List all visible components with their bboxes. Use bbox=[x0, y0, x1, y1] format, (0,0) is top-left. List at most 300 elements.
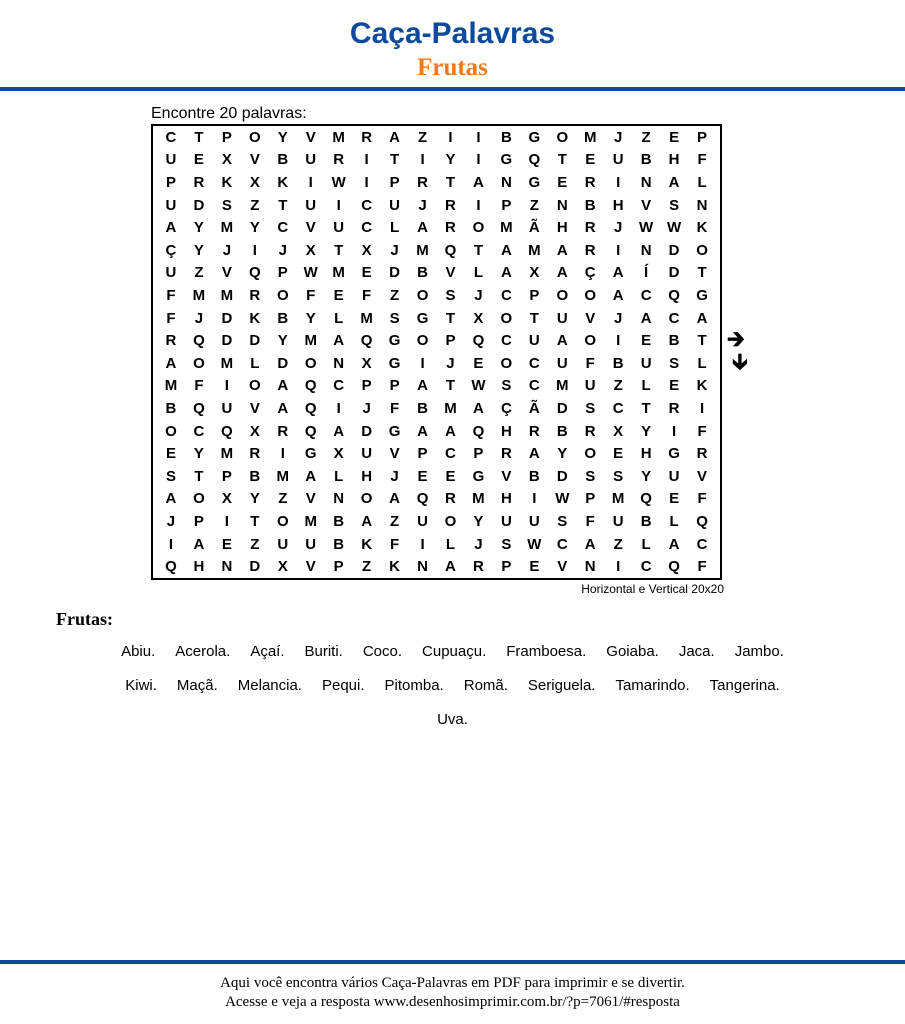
grid-letter: S bbox=[501, 535, 512, 553]
grid-letter: X bbox=[221, 151, 232, 169]
grid-letter: I bbox=[699, 399, 705, 417]
grid-letter: K bbox=[389, 558, 400, 576]
grid-letter: K bbox=[361, 535, 373, 553]
grid-letter: C bbox=[612, 399, 624, 417]
grid-letter: R bbox=[193, 173, 205, 191]
grid-letter: J bbox=[362, 399, 371, 417]
grid-letter: T bbox=[697, 332, 707, 350]
grid-letter: M bbox=[304, 332, 317, 350]
header-divider bbox=[0, 87, 905, 91]
grid-letter: T bbox=[557, 151, 567, 169]
grid-letter: Q bbox=[640, 490, 652, 508]
grid-letter: I bbox=[224, 512, 229, 530]
grid-letter: Z bbox=[613, 535, 623, 553]
grid-letter: U bbox=[668, 467, 680, 485]
grid-letter: O bbox=[696, 241, 708, 259]
grid-letter: A bbox=[472, 173, 484, 191]
grid-letter: P bbox=[165, 173, 176, 191]
grid-letter: Z bbox=[250, 535, 260, 553]
grid-letter: A bbox=[556, 264, 568, 282]
word-list-item: Tamarindo. bbox=[615, 677, 690, 694]
grid-letter: F bbox=[697, 558, 707, 576]
grid-letter: Q bbox=[668, 286, 680, 304]
word-list-item: Framboesa. bbox=[506, 643, 587, 660]
word-list-item: Acerola. bbox=[175, 643, 231, 660]
grid-letter: B bbox=[417, 399, 428, 417]
grid-letter: A bbox=[389, 128, 400, 146]
grid-letter: T bbox=[250, 512, 260, 530]
grid-letter: E bbox=[585, 151, 596, 169]
grid-letter: C bbox=[333, 377, 345, 395]
grid-letter: R bbox=[696, 445, 708, 463]
grid-letter: B bbox=[640, 512, 652, 530]
grid-letter: E bbox=[333, 286, 344, 304]
grid-letter: R bbox=[584, 422, 596, 440]
grid-letter: A bbox=[417, 422, 428, 440]
grid-letter: O bbox=[360, 490, 373, 508]
grid-letter: R bbox=[445, 196, 456, 214]
grid-letter: P bbox=[417, 445, 428, 463]
grid-letter: M bbox=[611, 490, 625, 508]
grid-letter: I bbox=[532, 490, 537, 508]
grid-letter: V bbox=[389, 445, 400, 463]
grid-letter: R bbox=[500, 445, 512, 463]
grid-letter: R bbox=[277, 422, 289, 440]
grid-letter: Q bbox=[165, 558, 177, 576]
grid-letter: I bbox=[336, 196, 341, 214]
grid-letter: X bbox=[361, 354, 372, 372]
grid-letter: E bbox=[165, 445, 176, 463]
grid-letter: D bbox=[221, 309, 233, 327]
grid-letter: M bbox=[220, 354, 234, 372]
footer-link-text: Acesse e veja a resposta www.desenhosimprimir.com.br/?p=7061/#resposta bbox=[225, 994, 680, 1010]
grid-letter: L bbox=[697, 354, 707, 372]
grid-letter: P bbox=[221, 467, 232, 485]
grid-letter: Y bbox=[249, 219, 260, 237]
word-list-item: Seriguela. bbox=[527, 677, 596, 694]
grid-letter: Y bbox=[277, 128, 288, 146]
grid-letter: O bbox=[165, 422, 177, 440]
grid-letter: D bbox=[668, 264, 680, 282]
grid-letter: B bbox=[277, 309, 289, 327]
grid-letter: O bbox=[556, 128, 569, 146]
grid-letter: Y bbox=[473, 512, 484, 530]
grid-letter: Z bbox=[250, 196, 260, 214]
grid-letter: B bbox=[333, 512, 345, 530]
grid-letter: J bbox=[613, 309, 623, 327]
grid-letter: I bbox=[420, 354, 425, 372]
grid-letter: C bbox=[556, 535, 568, 553]
grid-letter: N bbox=[640, 173, 652, 191]
grid-letter: O bbox=[416, 332, 429, 350]
grid-letter: R bbox=[528, 422, 540, 440]
grid-letter: I bbox=[616, 332, 621, 350]
grid-letter: H bbox=[668, 151, 680, 169]
grid-letter: U bbox=[417, 512, 428, 530]
grid-letter: A bbox=[528, 445, 540, 463]
grid-letter: T bbox=[529, 309, 539, 327]
grid-letter: B bbox=[500, 128, 512, 146]
grid-letter: X bbox=[473, 309, 484, 327]
grid-letter: M bbox=[192, 286, 206, 304]
word-list-item: Uva. bbox=[437, 711, 468, 728]
puzzle-instruction: Encontre 20 palavras: bbox=[151, 105, 307, 122]
grid-letter: N bbox=[333, 354, 345, 372]
grid-letter: V bbox=[305, 219, 316, 237]
grid-letter: I bbox=[616, 173, 621, 191]
grid-letter: M bbox=[360, 309, 373, 327]
grid-letter: Z bbox=[613, 377, 623, 395]
grid-letter: V bbox=[221, 264, 232, 282]
grid-letter: M bbox=[304, 512, 317, 530]
grid-letter: T bbox=[194, 128, 204, 146]
grid-letter: U bbox=[584, 377, 596, 395]
grid-letter: Y bbox=[445, 151, 456, 169]
grid-letter: L bbox=[334, 467, 344, 485]
grid-letter: K bbox=[696, 219, 708, 237]
grid-letter: B bbox=[165, 399, 177, 417]
grid-letter: U bbox=[305, 535, 317, 553]
grid-letter: E bbox=[669, 490, 680, 508]
grid-letter: P bbox=[445, 332, 456, 350]
word-search-grid bbox=[151, 124, 722, 580]
grid-letter: O bbox=[248, 128, 261, 146]
grid-letter: E bbox=[669, 377, 680, 395]
grid-letter: A bbox=[165, 219, 177, 237]
grid-letter: S bbox=[669, 354, 680, 372]
grid-letter: A bbox=[445, 422, 456, 440]
grid-letter: R bbox=[165, 332, 177, 350]
grid-letter: T bbox=[278, 196, 288, 214]
grid-letter: U bbox=[389, 196, 400, 214]
grid-letter: S bbox=[165, 467, 176, 485]
grid-letter: U bbox=[612, 151, 624, 169]
grid-letter: C bbox=[500, 332, 512, 350]
grid-letter: U bbox=[556, 354, 568, 372]
grid-letter: Y bbox=[193, 219, 204, 237]
grid-letter: E bbox=[221, 535, 232, 553]
grid-letter: C bbox=[277, 219, 289, 237]
grid-letter: P bbox=[193, 512, 204, 530]
grid-letter: X bbox=[249, 422, 260, 440]
grid-letter: O bbox=[500, 309, 513, 327]
grid-letter: M bbox=[444, 399, 457, 417]
grid-letter: I bbox=[671, 422, 677, 440]
grid-letter: W bbox=[303, 264, 318, 282]
grid-letter: A bbox=[389, 490, 400, 508]
grid-letter: C bbox=[165, 128, 177, 146]
grid-letter: R bbox=[584, 173, 596, 191]
grid-letter: D bbox=[556, 399, 568, 417]
grid-letter: R bbox=[249, 445, 261, 463]
grid-letter: F bbox=[166, 309, 176, 327]
grid-letter: O bbox=[276, 512, 289, 530]
page-title: Caça-Palavras bbox=[349, 17, 556, 50]
word-list-item: Coco. bbox=[362, 643, 403, 660]
grid-letter: A bbox=[696, 309, 708, 327]
grid-letter: J bbox=[474, 286, 483, 304]
grid-letter: W bbox=[331, 173, 346, 191]
grid-letter: R bbox=[445, 490, 456, 508]
grid-letter: Q bbox=[304, 377, 317, 395]
grid-letter: U bbox=[612, 512, 624, 530]
grid-letter: F bbox=[166, 286, 176, 304]
grid-letter: U bbox=[361, 445, 373, 463]
grid-letter: X bbox=[529, 264, 540, 282]
grid-letter: M bbox=[276, 467, 290, 485]
grid-letter: I bbox=[420, 151, 425, 169]
grid-letter: C bbox=[528, 354, 540, 372]
grid-letter: P bbox=[501, 196, 512, 214]
grid-letter: Z bbox=[641, 128, 651, 146]
grid-letter: E bbox=[473, 354, 484, 372]
word-list-item: Maçã. bbox=[176, 677, 218, 694]
grid-letter: P bbox=[277, 264, 288, 282]
grid-letter: M bbox=[332, 264, 345, 282]
word-list-item: Goiaba. bbox=[606, 643, 659, 660]
grid-letter: Y bbox=[249, 490, 260, 508]
grid-letter: N bbox=[696, 196, 708, 214]
word-list-item: Romã. bbox=[463, 677, 508, 694]
grid-letter: Z bbox=[417, 128, 428, 146]
grid-letter: Y bbox=[193, 241, 204, 259]
word-list-title: Frutas: bbox=[56, 609, 113, 629]
grid-letter: E bbox=[529, 558, 540, 576]
grid-letter: F bbox=[194, 377, 204, 395]
grid-letter: Q bbox=[193, 332, 205, 350]
grid-letter: V bbox=[641, 196, 652, 214]
grid-letter: T bbox=[445, 377, 456, 395]
grid-letter: P bbox=[585, 490, 596, 508]
grid-letter: S bbox=[221, 196, 232, 214]
grid-letter: O bbox=[500, 354, 513, 372]
grid-letter: B bbox=[640, 151, 652, 169]
grid-letter: X bbox=[333, 445, 344, 463]
grid-letter: H bbox=[500, 422, 512, 440]
grid-letter: F bbox=[389, 535, 400, 553]
grid-letter: L bbox=[473, 264, 483, 282]
grid-letter: Ç bbox=[500, 399, 512, 417]
grid-letter: L bbox=[250, 354, 260, 372]
arrow-down-icon: 🡳 bbox=[732, 350, 748, 375]
grid-letter: Ç bbox=[165, 241, 177, 259]
grid-letter: B bbox=[333, 535, 345, 553]
grid-letter: V bbox=[249, 399, 260, 417]
grid-letter: U bbox=[333, 219, 345, 237]
grid-letter: R bbox=[445, 219, 456, 237]
grid-letter: A bbox=[584, 535, 596, 553]
grid-letter: B bbox=[612, 354, 624, 372]
grid-letter: Z bbox=[389, 512, 400, 530]
grid-letter: B bbox=[528, 467, 540, 485]
grid-letter: A bbox=[556, 332, 568, 350]
grid-letter: A bbox=[277, 399, 289, 417]
grid-letter: Q bbox=[472, 332, 485, 350]
grid-letter: D bbox=[221, 332, 233, 350]
grid-letter: Q bbox=[193, 399, 205, 417]
grid-letter: X bbox=[221, 490, 232, 508]
grid-letter: I bbox=[420, 535, 425, 553]
grid-letter: C bbox=[640, 558, 652, 576]
grid-letter: O bbox=[584, 286, 597, 304]
grid-letter: L bbox=[445, 535, 456, 553]
grid-letter: O bbox=[472, 219, 485, 237]
grid-letter: J bbox=[418, 196, 427, 214]
grid-letter: E bbox=[417, 467, 428, 485]
grid-letter: Q bbox=[472, 422, 485, 440]
grid-letter: A bbox=[500, 264, 512, 282]
grid-letter: Q bbox=[248, 264, 261, 282]
grid-letter: G bbox=[696, 286, 708, 304]
grid-letter: S bbox=[669, 196, 680, 214]
grid-letter: L bbox=[697, 173, 707, 191]
word-list-item: Açaí. bbox=[250, 643, 285, 660]
grid-letter: H bbox=[640, 445, 652, 463]
grid-letter: R bbox=[584, 219, 596, 237]
grid-letter: O bbox=[193, 490, 205, 508]
grid-letter: Ã bbox=[528, 219, 540, 237]
grid-letter: I bbox=[364, 151, 369, 169]
grid-caption: Horizontal e Vertical 20x20 bbox=[581, 582, 724, 596]
grid-letter: N bbox=[500, 173, 512, 191]
grid-letter: Y bbox=[277, 332, 288, 350]
grid-letter: G bbox=[416, 309, 429, 327]
grid-letter: U bbox=[528, 512, 540, 530]
grid-letter: C bbox=[193, 422, 205, 440]
word-list-item: Tangerina. bbox=[709, 677, 780, 694]
grid-letter: M bbox=[500, 219, 513, 237]
grid-letter: X bbox=[249, 173, 260, 191]
grid-letter: N bbox=[584, 558, 596, 576]
grid-letter: M bbox=[220, 219, 234, 237]
grid-letter: Q bbox=[528, 151, 541, 169]
grid-letter: A bbox=[612, 264, 624, 282]
grid-letter: F bbox=[697, 490, 707, 508]
grid-letter: N bbox=[221, 558, 233, 576]
grid-letter: M bbox=[556, 377, 569, 395]
grid-letter: K bbox=[277, 173, 289, 191]
grid-letter: W bbox=[666, 219, 682, 237]
grid-letter: Y bbox=[557, 445, 568, 463]
grid-letter: X bbox=[305, 241, 316, 259]
grid-letter: D bbox=[249, 558, 261, 576]
grid-letter: M bbox=[528, 241, 541, 259]
word-list-item: Buriti. bbox=[304, 643, 343, 660]
grid-letter: M bbox=[164, 377, 178, 395]
word-list bbox=[60, 635, 845, 737]
grid-letter: E bbox=[557, 173, 568, 191]
grid-letter: V bbox=[501, 467, 512, 485]
grid-letter: R bbox=[249, 286, 261, 304]
grid-letter: L bbox=[641, 535, 651, 553]
grid-letter: U bbox=[277, 535, 289, 553]
grid-letter: T bbox=[389, 151, 400, 169]
grid-letter: I bbox=[616, 241, 621, 259]
grid-letter: J bbox=[222, 241, 232, 259]
grid-letter: K bbox=[221, 173, 233, 191]
grid-letter: T bbox=[194, 467, 204, 485]
grid-letter: F bbox=[697, 422, 707, 440]
grid-letter: S bbox=[613, 467, 624, 485]
grid-letter: I bbox=[476, 151, 481, 169]
grid-letter: U bbox=[528, 332, 540, 350]
grid-letter: O bbox=[584, 332, 597, 350]
grid-letter: D bbox=[277, 354, 289, 372]
grid-letter: F bbox=[306, 286, 316, 304]
grid-letter: S bbox=[557, 512, 568, 530]
grid-letter: O bbox=[416, 286, 429, 304]
grid-letter: K bbox=[249, 309, 261, 327]
grid-letter: Z bbox=[362, 558, 372, 576]
grid-letter: D bbox=[249, 332, 261, 350]
grid-letter: J bbox=[166, 512, 176, 530]
grid-letter: O bbox=[556, 286, 569, 304]
page-subtitle: Frutas bbox=[417, 54, 488, 81]
grid-letter: J bbox=[390, 467, 399, 485]
grid-letter: R bbox=[584, 241, 596, 259]
grid-letter: C bbox=[500, 286, 512, 304]
grid-letter: R bbox=[361, 128, 373, 146]
grid-letter: A bbox=[640, 309, 652, 327]
grid-letter: P bbox=[389, 173, 400, 191]
grid-letter: Ã bbox=[528, 399, 540, 417]
grid-letter: S bbox=[445, 286, 456, 304]
grid-letter: T bbox=[334, 241, 344, 259]
grid-letter: J bbox=[278, 241, 287, 259]
grid-letter: C bbox=[361, 219, 373, 237]
grid-letter: G bbox=[388, 422, 401, 440]
grid-letter: I bbox=[168, 535, 174, 553]
footer-text: Aqui você encontra vários Caça-Palavras em PDF para imprimir e se divertir. bbox=[220, 975, 685, 991]
grid-letter: N bbox=[417, 558, 428, 576]
grid-letter: B bbox=[277, 151, 289, 169]
grid-letter: J bbox=[474, 535, 483, 553]
grid-letter: L bbox=[389, 219, 400, 237]
grid-letter: Q bbox=[304, 422, 317, 440]
grid-letter: S bbox=[585, 399, 596, 417]
arrow-right-icon: 🡲 bbox=[727, 327, 745, 352]
grid-letter: B bbox=[417, 264, 428, 282]
grid-letter: U bbox=[640, 354, 652, 372]
grid-letter: O bbox=[584, 445, 597, 463]
grid-letter: S bbox=[501, 377, 512, 395]
grid-letter: P bbox=[361, 377, 372, 395]
grid-letter: C bbox=[696, 535, 708, 553]
grid-letter: A bbox=[333, 422, 345, 440]
grid-letter: T bbox=[445, 309, 456, 327]
grid-letter: Z bbox=[194, 264, 204, 282]
grid-letter: P bbox=[389, 377, 400, 395]
grid-letter: Q bbox=[221, 422, 233, 440]
word-list-item: Jaca. bbox=[678, 643, 715, 660]
grid-letter: B bbox=[249, 467, 261, 485]
word-list-item: Cupuaçu. bbox=[422, 643, 487, 660]
grid-letter: E bbox=[669, 128, 680, 146]
grid-letter: E bbox=[641, 332, 652, 350]
grid-letter: U bbox=[165, 151, 177, 169]
grid-letter: P bbox=[473, 445, 484, 463]
grid-letter: Y bbox=[193, 445, 204, 463]
grid-letter: X bbox=[277, 558, 288, 576]
grid-letter: Y bbox=[641, 422, 652, 440]
grid-letter: Q bbox=[416, 490, 429, 508]
grid-letter: E bbox=[613, 445, 624, 463]
grid-letter: Í bbox=[644, 264, 649, 282]
grid-letter: Q bbox=[304, 399, 317, 417]
grid-letter: T bbox=[473, 241, 483, 259]
grid-letter: I bbox=[308, 173, 313, 191]
grid-letter: B bbox=[668, 332, 680, 350]
